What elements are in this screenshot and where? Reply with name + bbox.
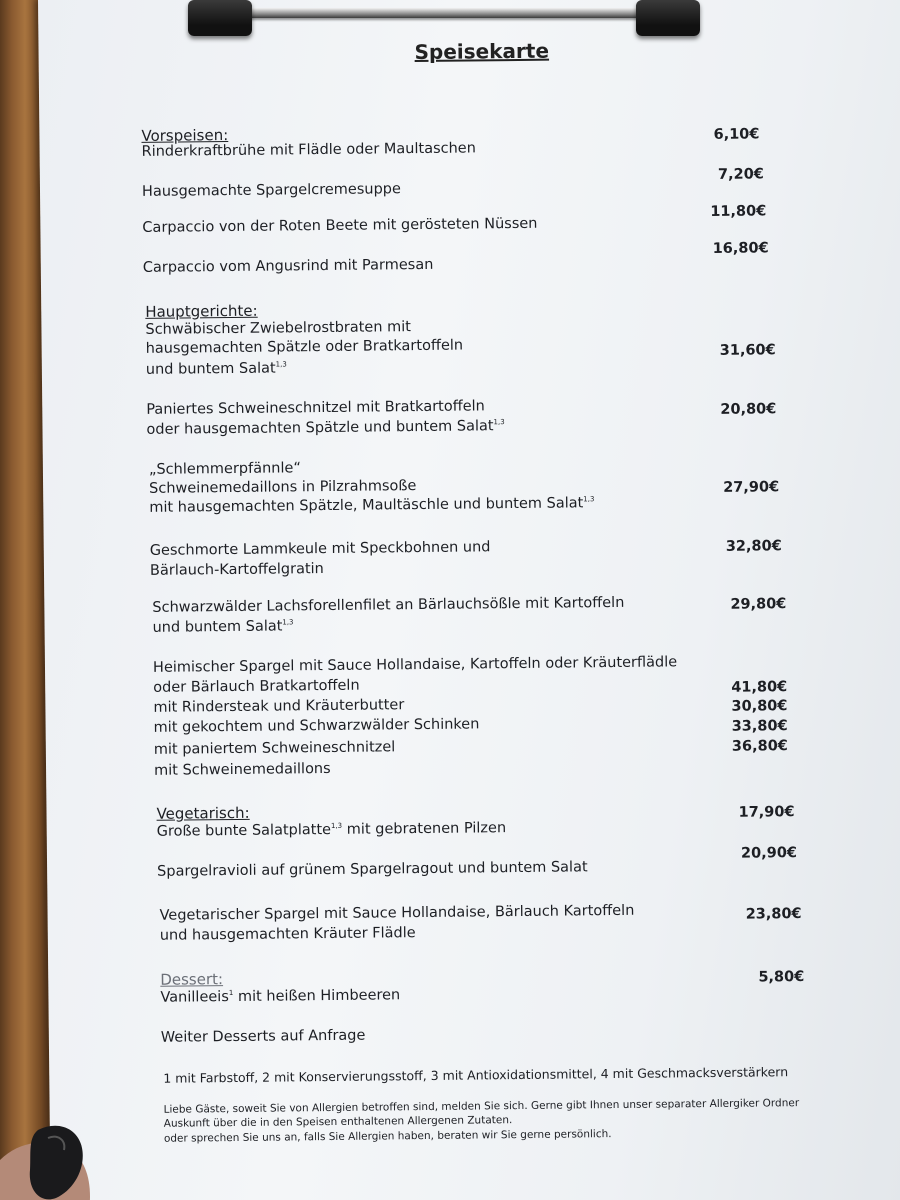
item-price: 30,80€ [731,698,788,715]
item-name [146,359,287,378]
item-name: mit gekochtem und Schwarzwälder Schinken [153,716,480,736]
item-text: mit gebratenen Pilzen [342,820,507,838]
item-price: 36,80€ [731,738,788,755]
item-name: hausgemachten Spätzle oder Bratkartoffeln [145,337,464,357]
item-name: Spargelravioli auf grünem Spargelragout und buntem Salat [157,859,588,880]
item-name: Schwäbischer Zwiebelrostbraten mit [145,319,412,338]
item-name: Hausgemachte Spargelcremesuppe [141,181,401,200]
item-text: mit heißen Himbeeren [233,987,401,1006]
allergen-sup: 1,3 [493,418,505,427]
item-name [149,494,594,517]
item-name: Vegetarischer Spargel mit Sauce Hollandaise, Bärlauch Kartoffeln [159,902,635,924]
item-price: 23,80€ [745,906,802,923]
item-text: Große bunte Salatplatte [156,821,332,840]
item-price: 32,80€ [725,538,782,555]
allergy-note-line: Auskunft über die in den Speisen enthaltenen Allergenen Zutaten. [163,1114,513,1130]
item-name: Schwarzwälder Lachsforellenfilet an Bärlauchsößle mit Kartoffeln [152,594,625,616]
item-text: mit hausgemachten Spätzle, Maultäschle und buntem Salat [149,495,584,516]
allergen-sup: 1 [228,989,234,998]
section-vegetarisch: Vegetarisch: [156,803,250,823]
item-name: mit Schweinemedaillons [153,760,331,779]
item-name: Rinderkraftbrühe mit Flädle oder Maultaschen [141,140,476,160]
clipboard-clip-icon [188,0,700,42]
item-price: 31,60€ [719,342,776,359]
item-price: 33,80€ [731,718,788,735]
item-name: „Schlemmerpfännle“ [148,460,302,478]
allergy-note-line: oder sprechen Sie uns an, falls Sie Allergien haben, beraten wir Sie gerne persönlich. [163,1128,612,1145]
item-price: 27,90€ [723,479,780,496]
item-name: Schweinemedaillons in Pilzrahmsoße [149,478,417,497]
item-price: 20,90€ [740,845,798,862]
allergy-note-line: Liebe Gäste, soweit Sie von Allergien betroffen sind, melden Sie sich. Gerne gibt Ihnen unser separater Allergiker Ordner [163,1097,800,1116]
item-price: 20,80€ [720,401,777,418]
item-price: 17,90€ [738,804,795,821]
allergen-sup: 1,3 [275,360,287,369]
item-name: Carpaccio vom Angusrind mit Parmesan [142,256,434,276]
item-name: und hausgemachten Kräuter Flädle [159,925,416,944]
item-price: 41,80€ [731,679,788,696]
item-price: 7,20€ [717,166,764,183]
item-name: Heimischer Spargel mit Sauce Hollandaise, Kartoffeln oder Kräuterflädle [152,654,678,676]
item-name: Bärlauch-Kartoffelgratin [149,561,324,579]
item-price: 29,80€ [730,596,787,613]
item-text: und buntem Salat [152,618,283,636]
allergen-footnote: 1 mit Farbstoff, 2 mit Konservierungsstoff, 3 mit Antioxidationsmittel, 4 mit Geschmacksverstärkern [163,1064,789,1086]
item-price: 11,80€ [710,203,767,220]
menu-sheet [38,0,900,1200]
allergen-sup: 1,3 [583,495,595,504]
fingertip-icon [0,1120,110,1200]
item-name [152,617,293,636]
item-name: oder Bärlauch Bratkartoffeln [153,677,360,696]
item-name [160,986,400,1007]
item-price: 6,10€ [713,126,760,143]
item-price: 16,80€ [712,240,769,257]
item-name: Carpaccio von der Roten Beete mit gerösteten Nüssen [142,215,538,236]
more-desserts-note: Weiter Desserts auf Anfrage [160,1027,366,1046]
item-name [146,417,504,439]
item-name: Geschmorte Lammkeule mit Speckbohnen und [149,539,491,559]
item-name: Paniertes Schweineschnitzel mit Bratkartoffeln [146,398,485,418]
item-name: mit paniertem Schweineschnitzel [153,739,396,758]
item-name [157,819,507,841]
section-vorspeisen: Vorspeisen: [141,126,229,145]
allergen-sup: 1,3 [282,618,294,627]
item-name: mit Rindersteak und Kräuterbutter [153,697,405,716]
item-text: oder hausgemachten Spätzle und buntem Salat [146,418,494,438]
section-dessert: Dessert: [160,970,224,989]
page-title: Speisekarte [414,38,550,65]
item-text: Vanilleeis [160,989,229,1006]
item-price: 5,80€ [758,969,805,986]
item-text: und buntem Salat [145,360,276,378]
section-hauptgerichte: Hauptgerichte: [145,301,258,321]
allergen-sup: 1,3 [330,821,343,830]
